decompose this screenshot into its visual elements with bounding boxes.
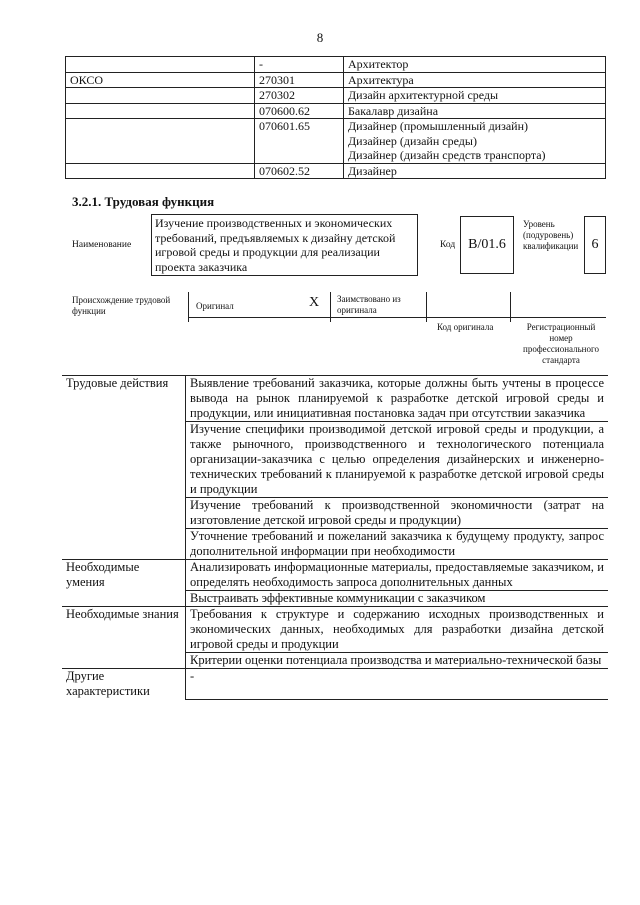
section-item: [186, 498, 609, 529]
section-item: [186, 669, 609, 700]
code-box: [460, 216, 514, 274]
section-label: Трудовые действия: [62, 376, 186, 560]
section-item: [186, 422, 609, 498]
code-original-label: Код оригинала: [437, 322, 494, 332]
okso-code-cell: 270302: [255, 88, 344, 104]
page-number: 8: [316, 30, 324, 45]
section-item: [186, 376, 609, 422]
okso-row: [66, 103, 606, 119]
function-name-box: [151, 214, 418, 276]
origin-label: Происхождение трудовой функции: [72, 295, 171, 316]
okso-label-cell: [66, 119, 255, 164]
code-value: В/01.6: [468, 237, 506, 252]
section-item: [186, 529, 609, 560]
okso-name-cell: Дизайн архитектурной среды: [344, 88, 606, 104]
okso-row: [66, 119, 606, 164]
section-item-text: Критерии оценки потенциала производства и материально-технической базы: [190, 653, 602, 667]
section-label: Необходимые знания: [62, 607, 186, 669]
level-box: [584, 216, 606, 274]
okso-code-cell: 270301: [255, 72, 344, 88]
main-table-row: [62, 560, 608, 591]
section-item-text: Требования к структуре и содержанию исходных производственных и экономических данных, необходимых для разработки дизайна детской игровой среды и продукции: [190, 607, 604, 651]
name-label: Наименование: [72, 240, 132, 250]
okso-row: [66, 57, 606, 73]
okso-label-cell: [66, 103, 255, 119]
main-table-row: [62, 607, 608, 653]
function-name-value: Изучение производственных и экономических требований, предъявляемых к дизайну детской игровой среды и продукции для реализации проекта заказчика: [155, 216, 396, 274]
level-label: Уровень (подуровень) квалификации: [523, 219, 579, 251]
section-item-text: Выстраивать эффективные коммуникации с заказчиком: [190, 591, 486, 605]
main-table-row: [62, 376, 608, 422]
okso-name-cell: Дизайнер (промышленный дизайн) Дизайнер (дизайн среды) Дизайнер (дизайн средств транспорта): [344, 119, 606, 164]
okso-label-cell: [66, 57, 255, 73]
okso-label-cell: [66, 163, 255, 179]
okso-label-cell: ОКСО: [66, 72, 255, 88]
section-item-text: -: [190, 669, 195, 683]
okso-code-cell: 070602.52: [255, 163, 344, 179]
main-table: [62, 375, 608, 700]
okso-name-cell: Дизайнер: [344, 163, 606, 179]
origin-original: Оригинал: [196, 301, 234, 311]
okso-row: [66, 88, 606, 104]
section-label: Необходимые умения: [62, 560, 186, 607]
section-item: [186, 591, 609, 607]
okso-name-cell: Архитектор: [344, 57, 606, 73]
okso-table: [65, 56, 606, 179]
section-label: Другие характеристики: [62, 669, 186, 700]
okso-name-cell: Архитектура: [344, 72, 606, 88]
okso-label-cell: [66, 88, 255, 104]
reg-number-label: Регистрационный номер профессионального стандарта: [523, 322, 599, 365]
main-table-row: [62, 669, 608, 700]
section-item: [186, 607, 609, 653]
section-item: [186, 560, 609, 591]
section-item-text: Выявление требований заказчика, которые должны быть учтены в процессе вывода на рынок планируемой к разработке детской игровой среды и продукции, или инициативная постановка задач при отсутствии заказчика: [190, 376, 604, 420]
origin-underline: [188, 317, 606, 318]
origin-mark: X: [309, 295, 320, 310]
section-item: [186, 653, 609, 669]
okso-row: [66, 163, 606, 179]
section-item-text: Изучение требований к производственной экономичности (затрат на изготовление детской игровой среды и продукции): [190, 498, 604, 527]
section-item-text: Уточнение требований и пожеланий заказчика к будущему продукту, запрос дополнительной информации при необходимости: [190, 529, 604, 558]
section-item-text: Анализировать информационные материалы, предоставляемые заказчиком, и определять необходимость запроса дополнительных данных: [190, 560, 604, 589]
okso-row: [66, 72, 606, 88]
level-value: 6: [591, 237, 599, 252]
section-title: 3.2.1. Трудовая функция: [72, 194, 215, 209]
section-item-text: Изучение специфики производимой детской игровой среды и продукции, а также рыночного, производственного и технологического потенциала организации-заказчика с целью определения дизайнерских и инженерно-технических требований к планируемой к разработке детской игровой среды и продукции: [190, 422, 604, 496]
okso-code-cell: -: [255, 57, 344, 73]
okso-code-cell: 070601.65: [255, 119, 344, 164]
okso-name-cell: Бакалавр дизайна: [344, 103, 606, 119]
origin-borrowed: Заимствовано из оригинала: [337, 294, 401, 315]
code-label: Код: [440, 240, 456, 250]
okso-code-cell: 070600.62: [255, 103, 344, 119]
